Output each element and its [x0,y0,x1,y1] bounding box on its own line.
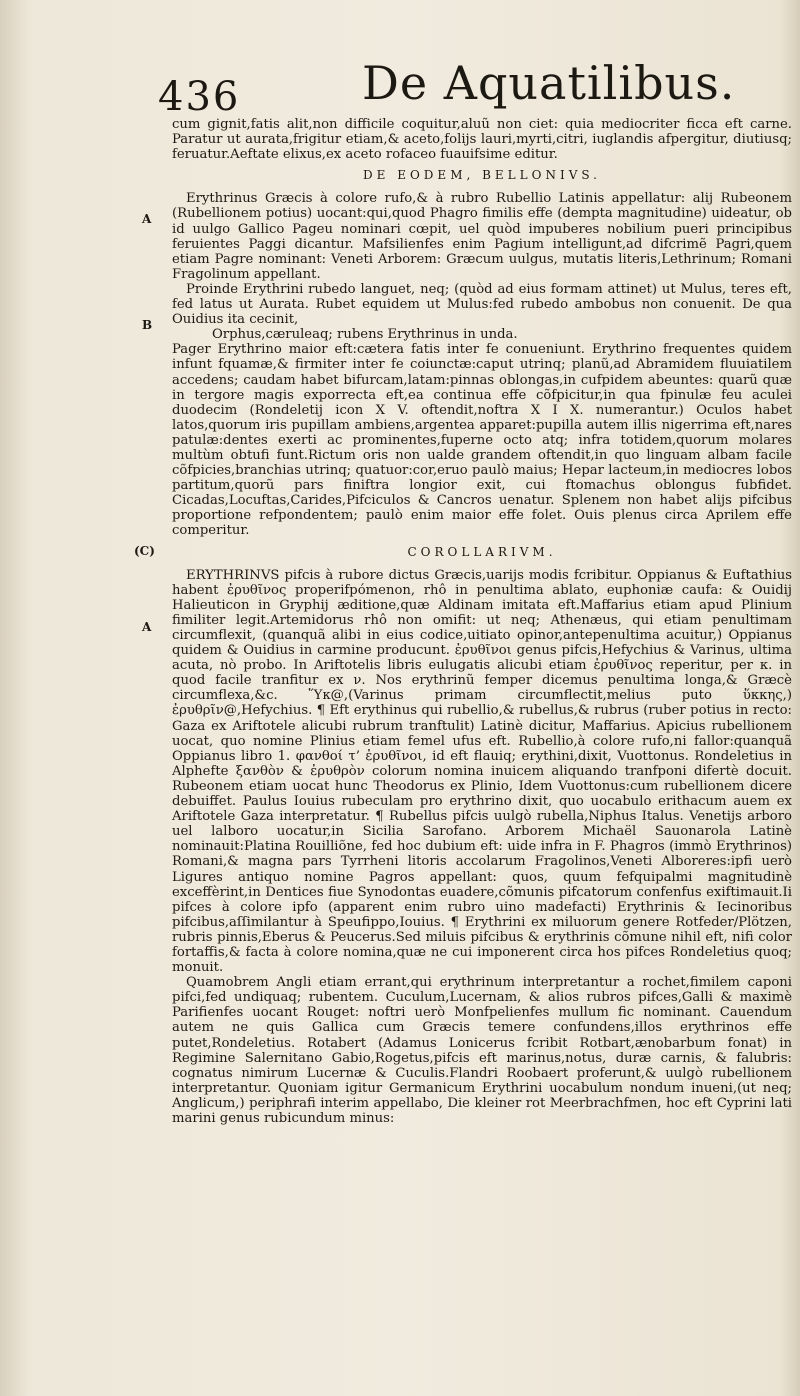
paragraph-pager: Pager Erythrino maior eft:cætera fatis inter fe conueniunt. Erythrino frequentes quidem infunt fquamæ,& firmiter inter fe coiunctæ:caput utrinq; planũ,ad Abramidem fluuiatilem accedens; caudam habet bifurcam,latam:pinnas oblongas,in cufpidem abeuntes: quarũ quæ in tergore magis exporrecta eft,ea continua effe cõfpicitur,in qua fpinulæ feu aculei duodecim (Rondeletij icon X V. oftendit,noftra X I X. numerantur.) Oculos habet latos,quorum iris pupillam ambiens,argentea apparet:pupilla autem illis nigerrima eft,nares patulæ:dentes exerti ac prominentes,fuperne octo atq; infra totidem,quorum molares multùm obtufi funt.Rictum oris non ualde grandem oftendit,in quo linguam albam facile cõfpicies,branchias utrinq; quatuor:cor,eruo paulò maius; Hepar lacteum,in mediocres lobos partitum,quorũ pars finiftra longior exit, cui ftomachus oblongus fubfidet. Cicadas,Locuftas,Carides,Pifciculos & Cancros uenatur. Splenem non habet alijs pifcibus proportione refpondentem; paulò enim maior effe folet. Ouis plenus circa Aprilem effe comperitur. [172,342,792,539]
paragraph-proinde: Proinde Erythrini rubedo languet, neq; (quòd ad eius formam attinet) ut Mulus, teres eft, fed latus ut Aurata. Rubet equidem ut Mulus:fed rubedo ambobus non conuenit. De qua Ouidius ita cecinit, [172,281,792,328]
paragraph-erythrinus: Erythrinus Græcis à colore rufo,& à rubro Rubellio Latinis appellatur: alij Rubeonem (Rubellionem potius) uocant:qui,quod Phagro fimilis effe (dempta magnitudine) uideatur, ob id uulgo Gallico Pageu nominari cœpit, uel quòd impuberes nobilium pueri principibus feruientes Paggi dicantur. Mafsilienfes enim Pagium intelligunt,ad difcrimẽ Pagri,quem etiam Pagre nominant: Veneti Arborem: Græcum uulgus, mutatis literis,Lethrinum; Romani Fragolinum appellant. [172,191,792,282]
paragraph-intro: cum gignit,fatis alit,non difficile coquitur,aluũ non ciet: quia mediocriter ficca eft carne. Paratur ut aurata,frigitur etiam,& aceto,folijs lauri,myrti,citri, iuglandis afpergitur, diutiusq; feruatur.Aeftate elixus,ex aceto rofaceo fuauifsime editur. [172,117,792,163]
margin-letter-b: B [142,318,153,332]
text-column [172,117,792,1126]
paragraph-corollarium: ERYTHRINVS pifcis à rubore dictus Græcis,uarijs modis fcribitur. Oppianus & Euftathius habent ἐρυθῖνος properifpómenon, rhô in penultima ablato, euphoniæ caufa: & Ouidij Halieuticon in Gryphij æditione,quæ Aldinam imitata eft.Maffarius etiam apud Plinium fimiliter legit.Artemidorus rhô non omifit: ut neq; Athenæus, qui etiam penultimam circumflexit, (quanquã alibi in eius codice,uitiato opinor,antepenultima acuitur,) Oppianus quidem & Ouidius in carmine producunt. ἐρυθῖνοι genus pifcis,Hefychius & Varinus, ultima acuta, nò probo. In Ariftotelis libris eulugatis alicubi etiam ἐρυθῖνος reperitur, per κ. in quod facile tranfitur ex ν. Nos erythrinũ femper dicemus penultima longa,& Græcè circumflexa,&c. Ὕκ@,(Varinus primam circumflectit,melius puto ὕκκης,) ἐρυθρῖν@,Hefychius. ¶ Eft erythinus qui rubellio,& rubellus,& rubrus (ruber potius in recto: Gaza ex Ariftotele alicubi rubrum tranftulit) Latinè dicitur, Maffarius. Apicius rubellionem uocat, quo nomine Plinius etiam femel ufus eft. Rubellio,à colore rufo,ni fallor:quanquã Oppianus libro 1. φανθοί τ’ ἐρυθῖνοι, id eft flauiq; erythini,dixit, Vuottonus. Rondeletius in Alphefte ξανθὸν & ἐρυθρὸν colorum nomina inuicem aliquando tranfponi difertè docuit. Rubeonem etiam uocat hunc Theodorus ex Plinio, Idem Vuottonus:cum rubellionem dicere debuiffet. Paulus Iouius rubeculam pro erythrino dixit, quo uocabulo erithacum auem ex Ariftotele Gaza interpretatur. ¶ Rubellus pifcis uulgò rubella,Niphus Italus. Venetijs arboro uel lalboro uocatur,in Sicilia Sarofano. Arborem Michaël Sauonarola Latinè nominauit:Platina Rouilliõne, fed hoc dubium eft: uide infra in F. Phagros (immò Erythrinos) Romani,& magna pars Tyrrheni litoris accolarum Fragolinos,Veneti Alboreres:ipfi uerò Ligures antiquo nomine Pagros appellant: quos, quum fefquipalmi magnitudinè exceffèrint,in Dentices fiue Synodontas euadere,cõmunis pifcatorum confenfus exiftimauit.Ii pifces à colore ipfo (apparent enim rubro uino madefacti) Erythrinis & Iecinoribus pifcibus,aſſimilantur à Speufippo,Iouius. ¶ Erythrini ex miluorum genere Rotfeder/Plötzen, rubris pinnis,Eberus & Peucerus.Sed miluis pifcibus & erythrinis cõmune nihil eft, nifi color fortaffis,& facta à colore nomina,quæ ne cui imponerent circa hos pifces Rondeletius quoq; monuit. [172,567,792,976]
margin-letter-c: (C) [134,544,155,558]
margin-letter-a2: A [142,620,152,634]
section-heading-bellonius: DE EODEM, BELLONIVS. [363,168,601,183]
margin-letter-a: A [142,212,152,226]
verse-quotation: Orphus,cæruleaq; rubens Erythrinus in unda. [212,327,518,343]
section-heading-corollarium: COROLLARIVM. [407,544,557,559]
paragraph-quamobrem: Quamobrem Angli etiam errant,qui erythrinum interpretantur a rochet,fimilem caponi pifci,fed undiquaq; rubentem. Cuculum,Lucernam, & alios rubros pifces,Galli & maximè Parifienfes uocant Rouget: noftri uerò Monfpelienfes mullum fic nominant. Cauendum autem ne quis Gallica cum Græcis temere confundens,illos erythrinos effe putet,Rondeletius. Rotabert (Adamus Lonicerus fcribit Rotbart,ænobarbum fonat) in Regimine Salernitano Gabio,Rogetus,pifcis eft marinus,notus, duræ carnis, & falubris: cognatus nimirum Lucernæ & Cuculis.Flandri Roobaert proferunt,& uulgò rubellionem interpretantur. Quoniam igitur Germanicum Erythrini uocabulum nondum inueni,(ut neq; Anglicum,) periphrafi interim appellabo, Die kleiner rot Meerbrachfmen, hoc eft Cyprini lati marini genus rubicundum minus: [172,975,792,1126]
running-title: De Aquatilibus. [362,56,736,110]
page-number: 436 [158,74,241,120]
